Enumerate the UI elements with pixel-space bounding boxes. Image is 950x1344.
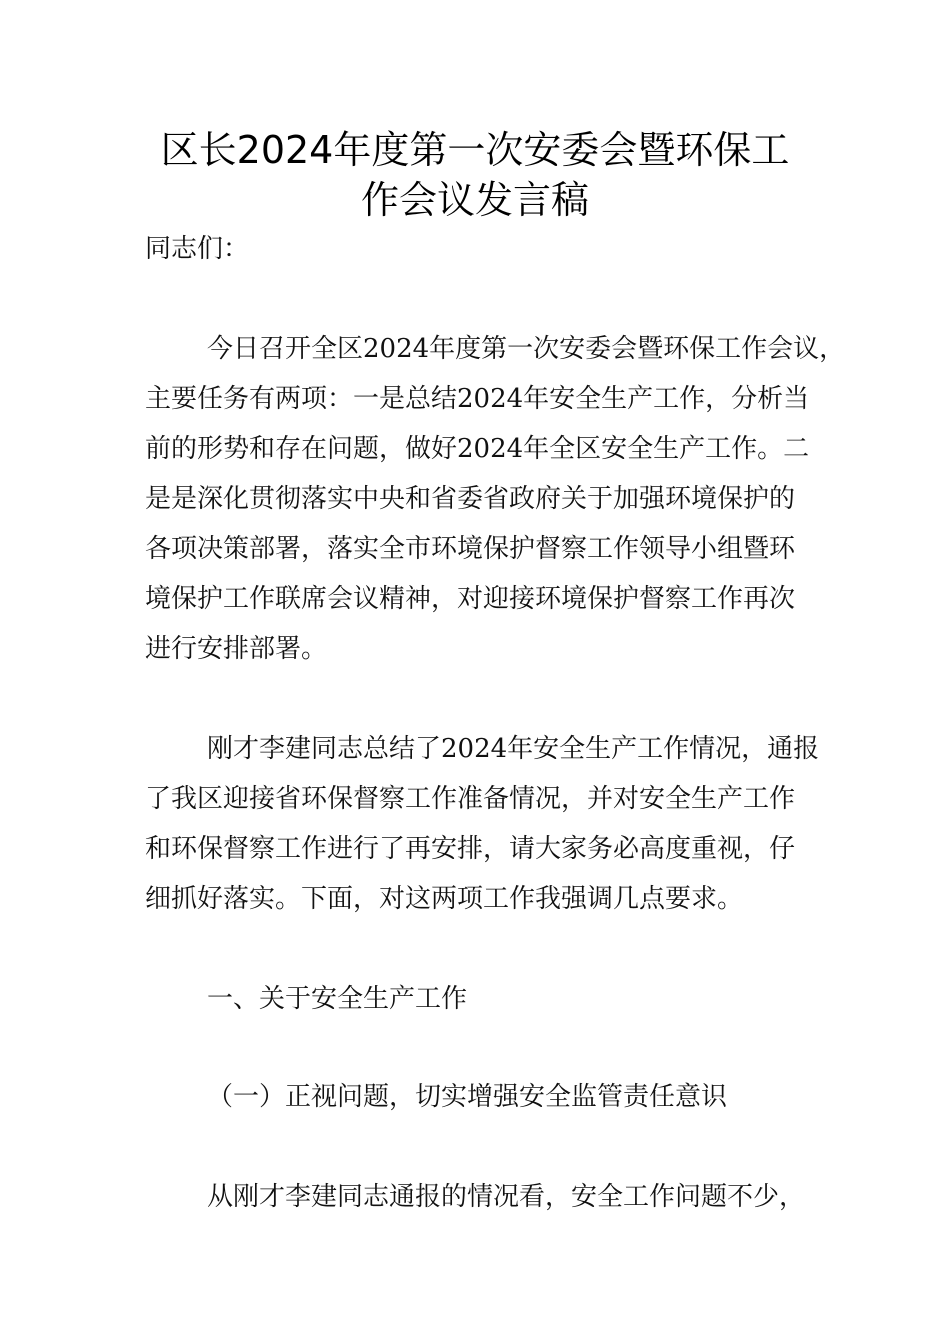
subsection-heading-1: （一）正视问题，切实增强安全监管责任意识 (207, 1082, 728, 1112)
section-heading-1: 一、关于安全生产工作 (207, 984, 468, 1014)
document-title-line-1: 区长2024年度第一次安委会暨环保工 (160, 128, 790, 172)
document-title-line-2: 作会议发言稿 (360, 178, 589, 222)
paragraph-1-line: 境保护工作联席会议精神，对迎接环境保护督察工作再次 (145, 584, 796, 614)
paragraph-1-line: 今日召开全区2024年度第一次安委会暨环保工作会议， (207, 334, 846, 364)
paragraph-1-line: 主要任务有两项：一是总结2024年安全生产工作，分析当 (145, 384, 810, 414)
paragraph-3-line: 从刚才李建同志通报的情况看，安全工作问题不少， (207, 1182, 806, 1212)
paragraph-2-line: 和环保督察工作进行了再安排，请大家务必高度重视，仔 (145, 834, 796, 864)
paragraph-1-line: 各项决策部署，落实全市环境保护督察工作领导小组暨环 (145, 534, 796, 564)
paragraph-2-line: 了我区迎接省环保督察工作准备情况，并对安全生产工作 (145, 784, 796, 814)
paragraph-1-line: 前的形势和存在问题，做好2024年全区安全生产工作。二 (145, 434, 810, 464)
paragraph-2-line: 刚才李建同志总结了2024年安全生产工作情况，通报 (207, 734, 820, 764)
paragraph-1-line: 进行安排部署。 (145, 634, 328, 664)
paragraph-2-line: 细抓好落实。下面，对这两项工作我强调几点要求。 (145, 884, 744, 914)
paragraph-1-line: 是是深化贯彻落实中央和省委省政府关于加强环境保护的 (145, 484, 796, 514)
salutation: 同志们： (145, 234, 250, 264)
